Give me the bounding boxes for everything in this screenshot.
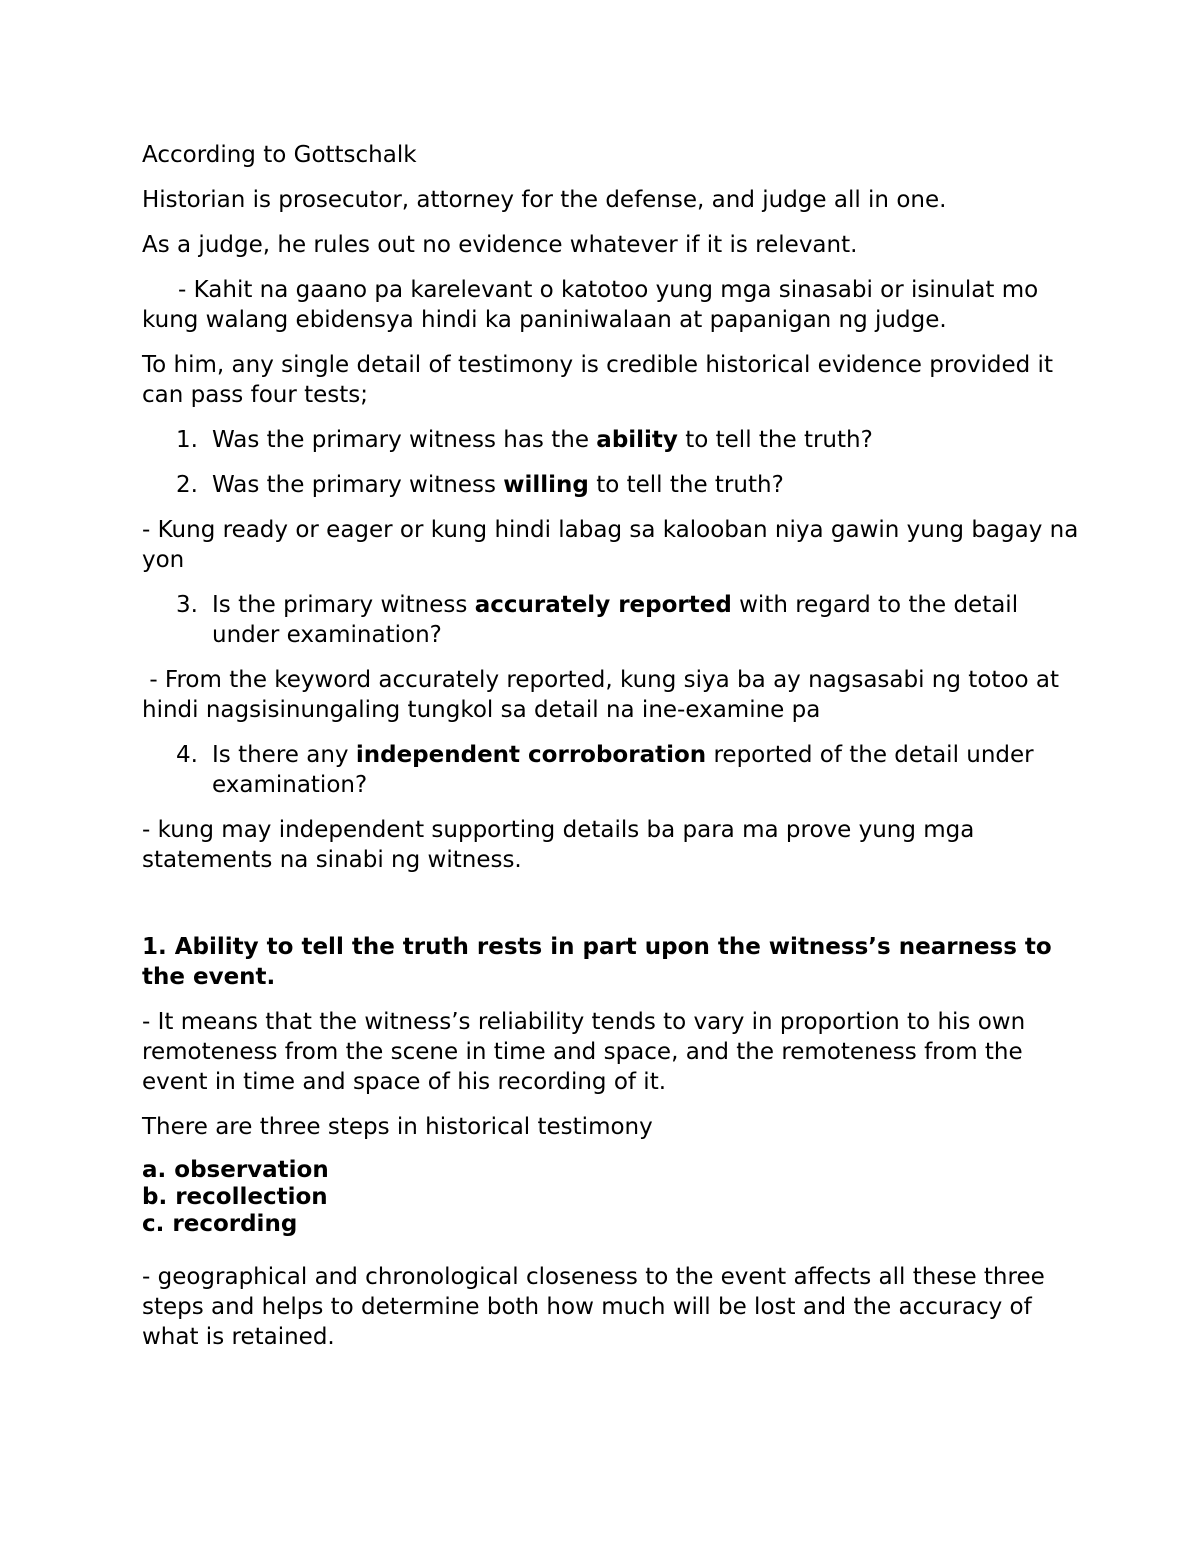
test-number: 2. [176, 472, 198, 498]
paragraph-historian-roles: Historian is prosecutor, attorney for the defense, and judge all in one. [142, 187, 947, 213]
section-spacer [142, 890, 1082, 932]
test-keyword: independent corroboration [355, 742, 707, 768]
test-number: 4. [176, 742, 198, 768]
test-item-3 [142, 590, 1082, 650]
test-item-1 [142, 425, 1082, 455]
steps-list [142, 1157, 1082, 1238]
document-content [142, 140, 1082, 1367]
paragraph-corroboration-note: - kung may independent supporting details ba para ma prove yung mga statements na sinabi ng witness. [142, 817, 975, 873]
test-text: Was the primary witness willing to tell the truth? [212, 472, 784, 498]
paragraph-four-tests-intro: To him, any single detail of testimony is credible historical evidence provided it can pass four tests; [142, 352, 1053, 408]
test-keyword: willing [503, 472, 589, 498]
test-item-2 [142, 470, 1082, 500]
test-number: 1. [176, 427, 198, 453]
paragraph-reliability: - It means that the witness’s reliability tends to vary in proportion to his own remoteness from the scene in time and space, and the remoteness from the event in time and space of his recording of it. [142, 1009, 1026, 1095]
paragraph-three-steps-intro: There are three steps in historical testimony [142, 1114, 653, 1140]
document-heading: According to Gottschalk [142, 142, 417, 168]
paragraph-closeness: - geographical and chronological closeness to the event affects all these three steps and helps to determine both how much will be lost and the accuracy of what is retained. [142, 1264, 1045, 1350]
test-item-4 [142, 740, 1082, 800]
paragraph-willing-note: - Kung ready or eager or kung hindi labag sa kalooban niya gawin yung bagay na yon [142, 517, 1079, 573]
paragraph-evidence-note: - Kahit na gaano pa karelevant o katotoo yung mga sinasabi or isinulat mo kung walang ebidensya hindi ka paniniwalaan at papanigan ng judge. [142, 277, 1039, 333]
test-number: 3. [176, 592, 198, 618]
paragraph-accuracy-note: - From the keyword accurately reported, kung siya ba ay nagsasabi ng totoo at hindi nagsisinungaling tungkol sa detail na ine-examine pa [142, 667, 1067, 723]
test-keyword: ability [596, 427, 678, 453]
test-text: Is there any independent corroboration reported of the detail under examination? [212, 742, 1034, 798]
section-heading-ability: 1. Ability to tell the truth rests in part upon the witness’s nearness to the event. [142, 934, 1052, 990]
step-item-observation: a. observation [142, 1157, 329, 1183]
test-keyword: accurately reported [474, 592, 732, 618]
test-text: Is the primary witness accurately reported with regard to the detail under examination? [212, 592, 1019, 648]
paragraph-judge-rules: As a judge, he rules out no evidence whatever if it is relevant. [142, 232, 858, 258]
test-text: Was the primary witness has the ability to tell the truth? [212, 427, 873, 453]
step-item-recording: c. recording [142, 1211, 298, 1237]
step-item-recollection: b. recollection [142, 1184, 328, 1210]
